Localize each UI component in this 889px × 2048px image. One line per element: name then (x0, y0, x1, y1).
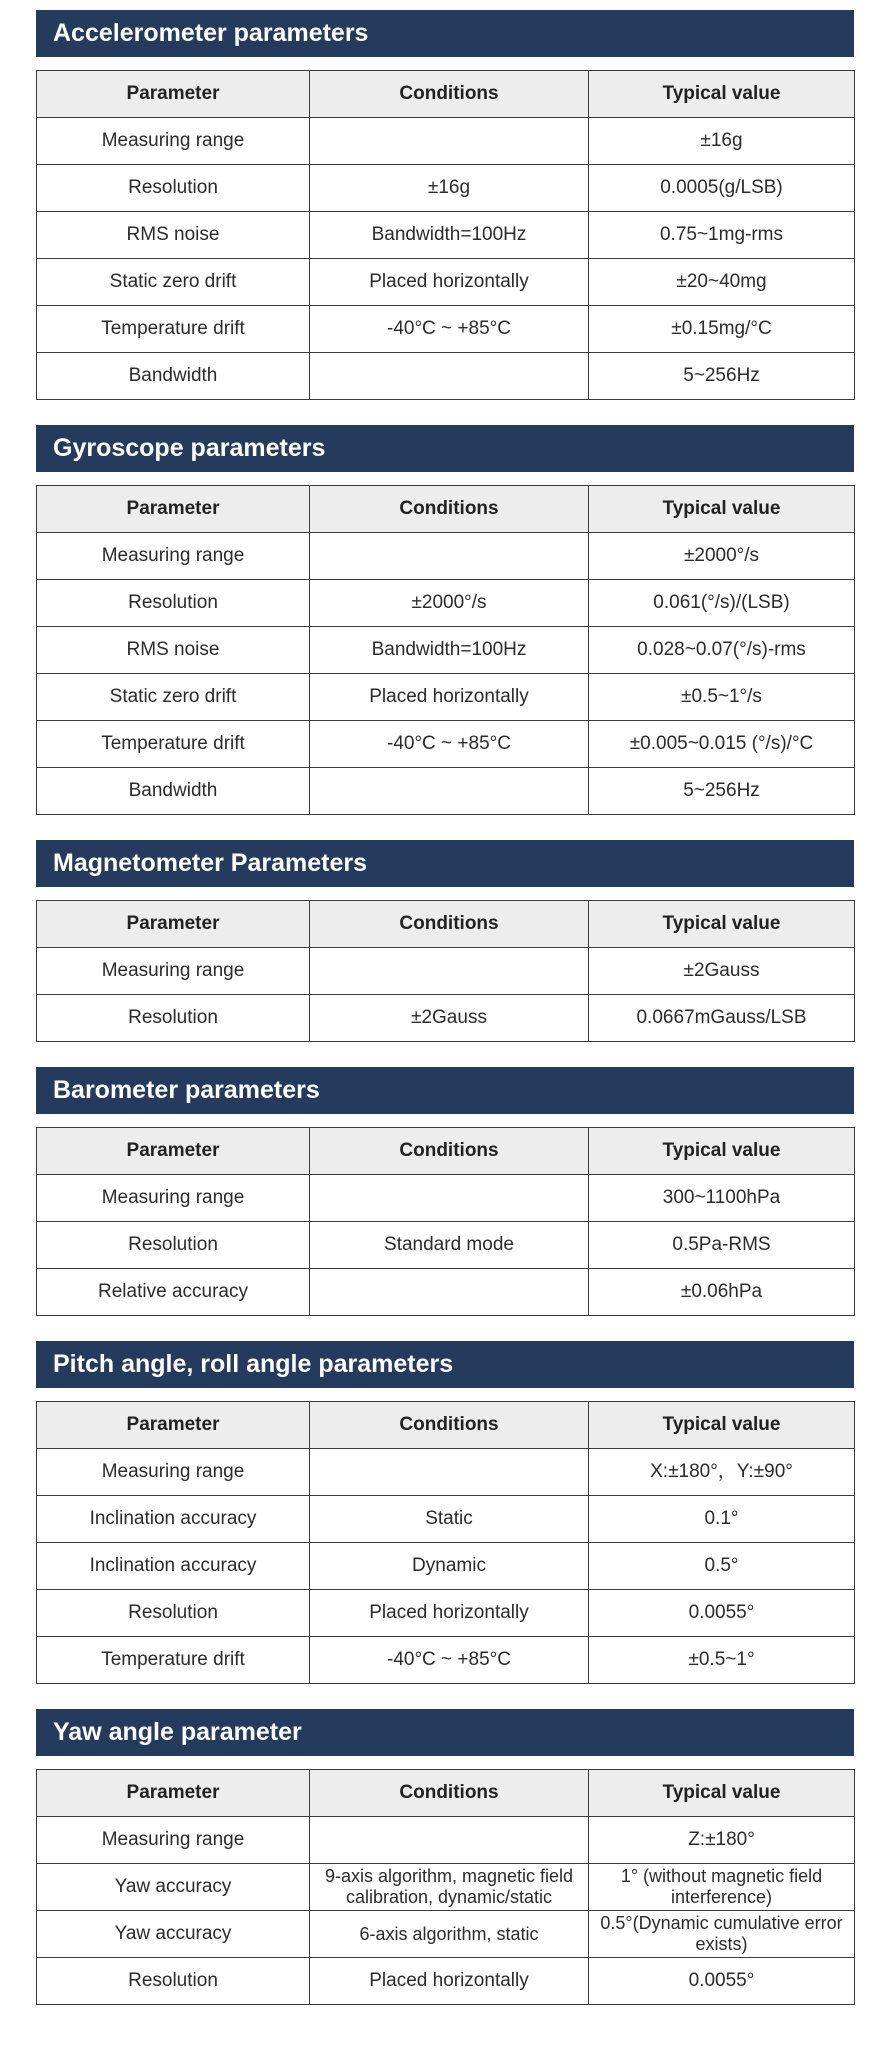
conditions-cell (310, 768, 589, 815)
accelerometer-table (36, 70, 855, 400)
column-header-parameter: Parameter (37, 1770, 310, 1817)
typical-value-cell: 0.0005(g/LSB) (589, 165, 855, 212)
typical-value-cell: 300~1100hPa (589, 1175, 855, 1222)
conditions-cell: Placed horizontally (310, 1590, 589, 1637)
table-row (37, 1222, 855, 1269)
table-row (37, 118, 855, 165)
conditions-cell: Placed horizontally (310, 259, 589, 306)
column-header-parameter: Parameter (37, 1128, 310, 1175)
parameter-cell: Measuring range (37, 1175, 310, 1222)
parameter-cell: Relative accuracy (37, 1269, 310, 1316)
section-title: Pitch angle, roll angle parameters (36, 1341, 854, 1388)
table-row (37, 674, 855, 721)
conditions-cell: ±2000°/s (310, 580, 589, 627)
table-row (37, 948, 855, 995)
magnetometer-table (36, 900, 855, 1042)
gyroscope-section (36, 425, 854, 815)
typical-value-cell: 0.061(°/s)/(LSB) (589, 580, 855, 627)
column-header-conditions: Conditions (310, 1128, 589, 1175)
table-row (37, 533, 855, 580)
parameter-cell: Yaw accuracy (37, 1911, 310, 1958)
column-header-parameter: Parameter (37, 1402, 310, 1449)
parameter-cell: Temperature drift (37, 1637, 310, 1684)
parameter-cell: Resolution (37, 1590, 310, 1637)
column-header-typical-value: Typical value (589, 901, 855, 948)
conditions-cell (310, 118, 589, 165)
conditions-cell: 9-axis algorithm, magnetic field calibration, dynamic/static (310, 1864, 589, 1911)
typical-value-cell: 0.1° (589, 1496, 855, 1543)
column-header-typical-value: Typical value (589, 71, 855, 118)
conditions-cell: Bandwidth=100Hz (310, 627, 589, 674)
parameter-cell: Static zero drift (37, 674, 310, 721)
parameter-cell: Measuring range (37, 1449, 310, 1496)
table-row (37, 212, 855, 259)
table-header-row (37, 1128, 855, 1175)
parameter-cell: Inclination accuracy (37, 1543, 310, 1590)
section-title: Gyroscope parameters (36, 425, 854, 472)
typical-value-cell: ±0.005~0.015 (°/s)/°C (589, 721, 855, 768)
table-row (37, 627, 855, 674)
typical-value-cell: ±0.06hPa (589, 1269, 855, 1316)
conditions-cell (310, 1269, 589, 1316)
table-row (37, 259, 855, 306)
typical-value-cell: ±2Gauss (589, 948, 855, 995)
table-header-row (37, 901, 855, 948)
conditions-cell (310, 1175, 589, 1222)
table-row (37, 353, 855, 400)
column-header-parameter: Parameter (37, 901, 310, 948)
table-row (37, 1911, 855, 1958)
section-title: Barometer parameters (36, 1067, 854, 1114)
parameter-cell: Measuring range (37, 948, 310, 995)
parameter-cell: Yaw accuracy (37, 1864, 310, 1911)
table-row (37, 1817, 855, 1864)
conditions-cell: 6-axis algorithm, static (310, 1911, 589, 1958)
conditions-cell: ±2Gauss (310, 995, 589, 1042)
barometer-table (36, 1127, 855, 1316)
parameter-cell: RMS noise (37, 627, 310, 674)
conditions-cell: ±16g (310, 165, 589, 212)
gyroscope-table (36, 485, 855, 815)
spec-sheet (36, 10, 854, 2005)
table-header-row (37, 71, 855, 118)
typical-value-cell: 1° (without magnetic field interference) (589, 1864, 855, 1911)
parameter-cell: Resolution (37, 995, 310, 1042)
parameter-cell: Bandwidth (37, 768, 310, 815)
parameter-cell: Temperature drift (37, 306, 310, 353)
column-header-conditions: Conditions (310, 486, 589, 533)
typical-value-cell: ±20~40mg (589, 259, 855, 306)
table-row (37, 1637, 855, 1684)
parameter-cell: Inclination accuracy (37, 1496, 310, 1543)
conditions-cell: -40°C ~ +85°C (310, 1637, 589, 1684)
column-header-conditions: Conditions (310, 1770, 589, 1817)
column-header-typical-value: Typical value (589, 1402, 855, 1449)
accelerometer-section (36, 10, 854, 400)
typical-value-cell: ±0.15mg/°C (589, 306, 855, 353)
typical-value-cell: 0.0055° (589, 1590, 855, 1637)
section-title: Accelerometer parameters (36, 10, 854, 57)
section-title: Magnetometer Parameters (36, 840, 854, 887)
table-row (37, 580, 855, 627)
yaw-table (36, 1769, 855, 2005)
conditions-cell (310, 1817, 589, 1864)
parameter-cell: Measuring range (37, 118, 310, 165)
conditions-cell: -40°C ~ +85°C (310, 306, 589, 353)
table-header-row (37, 1402, 855, 1449)
conditions-cell (310, 533, 589, 580)
table-header-row (37, 1770, 855, 1817)
table-row (37, 1269, 855, 1316)
typical-value-cell: 5~256Hz (589, 768, 855, 815)
parameter-cell: Measuring range (37, 533, 310, 580)
column-header-parameter: Parameter (37, 71, 310, 118)
column-header-conditions: Conditions (310, 71, 589, 118)
table-row (37, 1590, 855, 1637)
conditions-cell: Bandwidth=100Hz (310, 212, 589, 259)
typical-value-cell: 0.5°(Dynamic cumulative error exists) (589, 1911, 855, 1958)
column-header-parameter: Parameter (37, 486, 310, 533)
typical-value-cell: 0.0055° (589, 1958, 855, 2005)
parameter-cell: Bandwidth (37, 353, 310, 400)
pitch-roll-table (36, 1401, 855, 1684)
typical-value-cell: ±16g (589, 118, 855, 165)
table-row (37, 1958, 855, 2005)
parameter-cell: Resolution (37, 580, 310, 627)
table-row (37, 1496, 855, 1543)
conditions-cell: Standard mode (310, 1222, 589, 1269)
typical-value-cell: 5~256Hz (589, 353, 855, 400)
table-row (37, 1175, 855, 1222)
typical-value-cell: Z:±180° (589, 1817, 855, 1864)
table-row (37, 768, 855, 815)
typical-value-cell: ±0.5~1°/s (589, 674, 855, 721)
table-row (37, 306, 855, 353)
typical-value-cell: X:±180°，Y:±90° (589, 1449, 855, 1496)
typical-value-cell: 0.0667mGauss/LSB (589, 995, 855, 1042)
conditions-cell: Static (310, 1496, 589, 1543)
barometer-section (36, 1067, 854, 1316)
conditions-cell: Placed horizontally (310, 1958, 589, 2005)
conditions-cell (310, 1449, 589, 1496)
typical-value-cell: 0.75~1mg-rms (589, 212, 855, 259)
conditions-cell: -40°C ~ +85°C (310, 721, 589, 768)
column-header-conditions: Conditions (310, 901, 589, 948)
parameter-cell: Measuring range (37, 1817, 310, 1864)
table-row (37, 1543, 855, 1590)
conditions-cell: Placed horizontally (310, 674, 589, 721)
conditions-cell: Dynamic (310, 1543, 589, 1590)
table-header-row (37, 486, 855, 533)
table-row (37, 165, 855, 212)
table-row (37, 1449, 855, 1496)
column-header-conditions: Conditions (310, 1402, 589, 1449)
table-row (37, 721, 855, 768)
typical-value-cell: 0.028~0.07(°/s)-rms (589, 627, 855, 674)
parameter-cell: Resolution (37, 1958, 310, 2005)
table-row (37, 995, 855, 1042)
parameter-cell: Resolution (37, 1222, 310, 1269)
typical-value-cell: 0.5Pa-RMS (589, 1222, 855, 1269)
parameter-cell: Static zero drift (37, 259, 310, 306)
parameter-cell: Resolution (37, 165, 310, 212)
conditions-cell (310, 353, 589, 400)
magnetometer-section (36, 840, 854, 1042)
column-header-typical-value: Typical value (589, 486, 855, 533)
yaw-section (36, 1709, 854, 2005)
table-row (37, 1864, 855, 1911)
pitch-roll-section (36, 1341, 854, 1684)
typical-value-cell: ±0.5~1° (589, 1637, 855, 1684)
parameter-cell: RMS noise (37, 212, 310, 259)
typical-value-cell: ±2000°/s (589, 533, 855, 580)
typical-value-cell: 0.5° (589, 1543, 855, 1590)
conditions-cell (310, 948, 589, 995)
column-header-typical-value: Typical value (589, 1770, 855, 1817)
section-title: Yaw angle parameter (36, 1709, 854, 1756)
parameter-cell: Temperature drift (37, 721, 310, 768)
column-header-typical-value: Typical value (589, 1128, 855, 1175)
